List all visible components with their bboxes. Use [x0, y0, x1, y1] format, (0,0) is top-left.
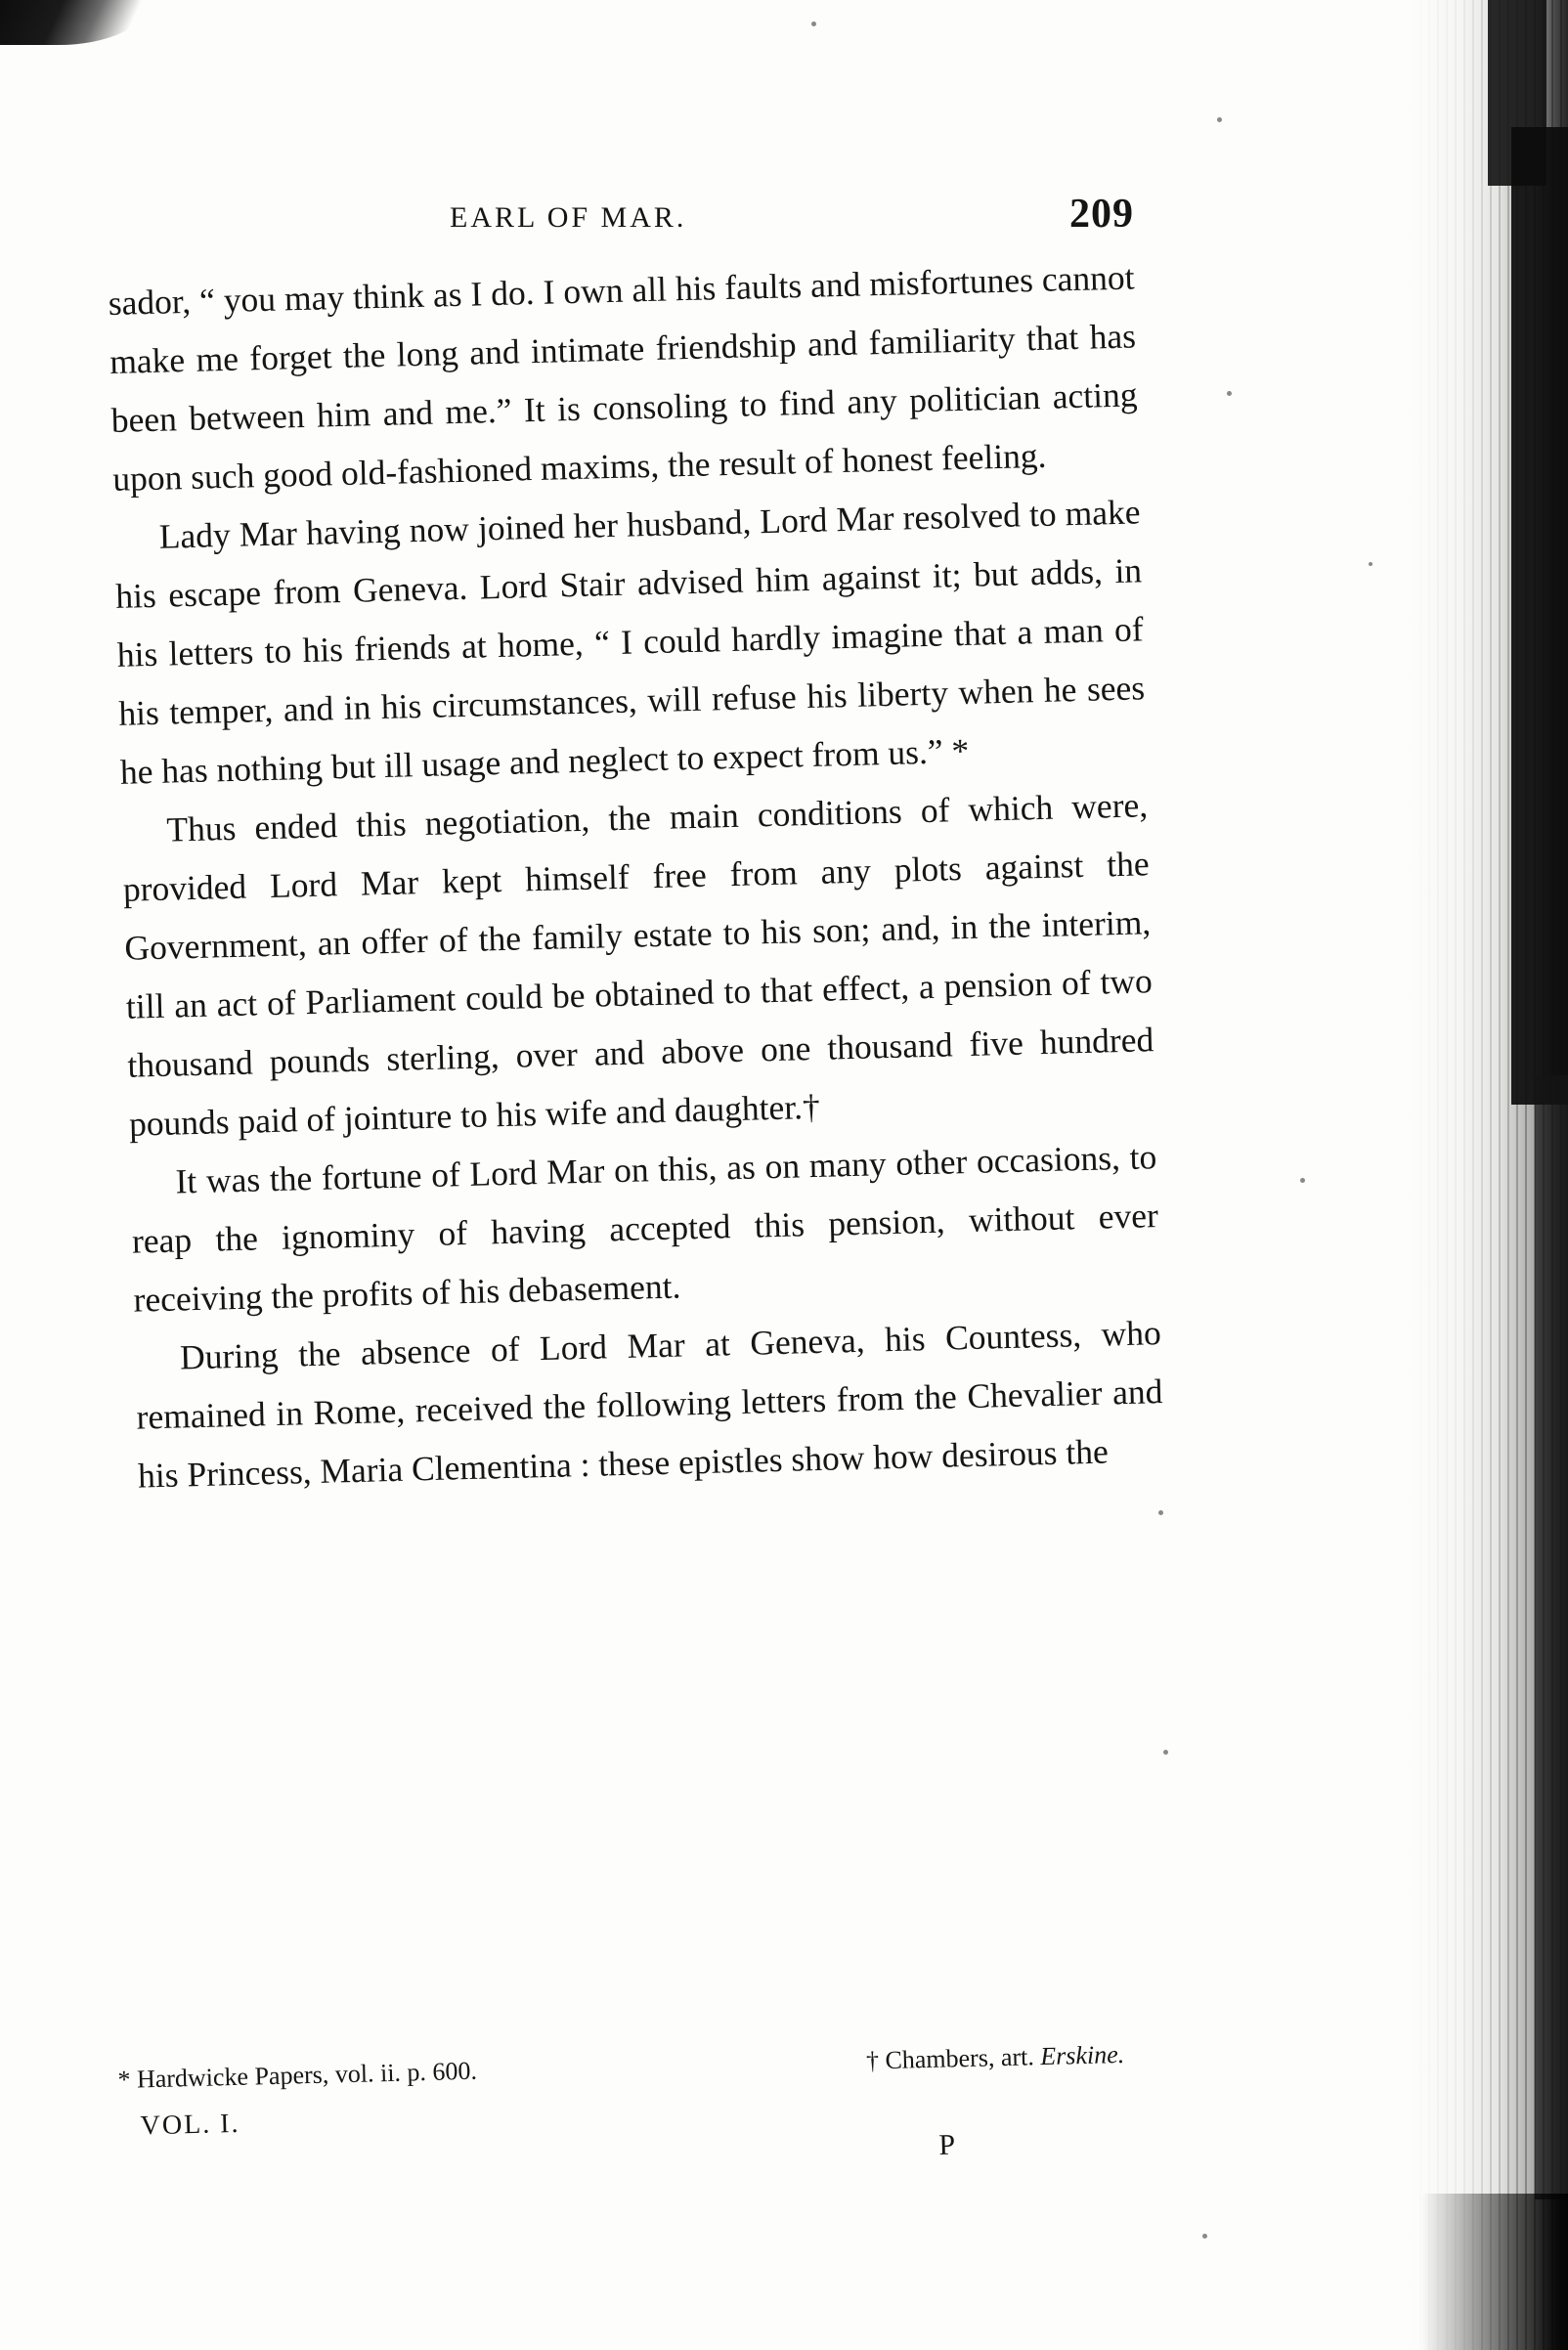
volume-line: VOL. I. — [140, 2108, 240, 2142]
footnote-dagger-title: Erskine. — [1039, 2039, 1125, 2071]
footnote-dagger-text: † Chambers, art. — [865, 2042, 1041, 2075]
signature-mark: P — [938, 2128, 956, 2161]
paragraph: It was the fortune of Lord Mar on this, as on many other occasions, to reap the ignominy of having accepted this pension, without ever receiving the profits of his debasement. — [131, 1137, 1159, 1320]
paragraph: Thus ended this negotiation, the main conditions of which were, provided Lord Mar kept himself free from any plots against the Government, an offer of the family estate to his son; and, in the interim, till an act of Parliament could be obtained to that effect, a pension of two thousand pounds sterling, over and above one thousand five hundred pounds paid of jointure to his wife and daughter.† — [122, 785, 1154, 1144]
page-header — [450, 191, 1134, 238]
body-text-column — [108, 247, 1165, 1504]
footnote-dagger — [865, 2035, 1134, 2081]
running-head: EARL OF MAR. — [450, 201, 687, 234]
paragraph: During the absence of Lord Mar at Geneva, his Countess, who remained in Rome, received the following letters from the Chevalier and his Princess, Maria Clementina : these epistles show how desirous the — [136, 1313, 1163, 1496]
page-number: 209 — [1069, 192, 1134, 237]
paragraph: Lady Mar having now joined her husband, Lord Mar resolved to make his escape from Geneva. Lord Stair advised him against it; but adds, in his letters to his friends at home, “ I could hardly imagine that a man of his temper, and in his circumstances, will refuse his liberty when he sees he has nothing but ill usage and neglect to expect from us.” * — [114, 492, 1146, 792]
footnote-asterisk: * Hardwicke Papers, vol. ii. p. 600. — [117, 2056, 478, 2094]
footnote-block — [117, 2035, 1136, 2147]
paragraph: sador, “ you may think as I do. I own all his faults and misfortunes cannot make me forget the long and intimate friendship and familiarity that has been between him and me.” It is consoling to find any politician acting upon such good old-fashioned maxims, the result of honest feeling. — [108, 257, 1138, 499]
